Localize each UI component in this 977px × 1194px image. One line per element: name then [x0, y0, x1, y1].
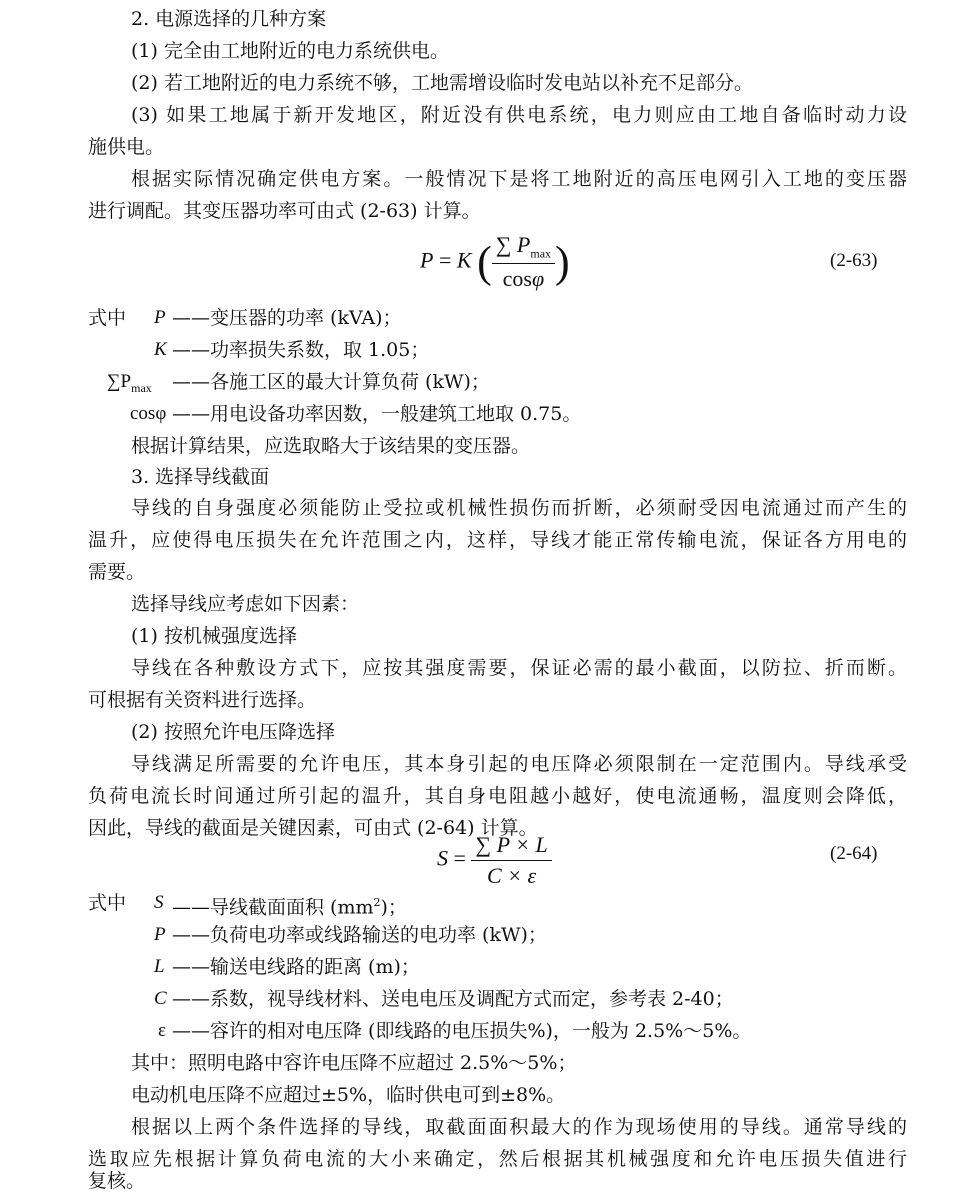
where-2-63-desc-sum-pmax: ——各施工区的最大计算负荷 (kW)；	[172, 371, 490, 393]
factor-1-heading: (1) 按机械强度选择	[131, 625, 297, 647]
where-2-63-desc-p: ——变压器的功率 (kVA)；	[172, 307, 402, 329]
where-2-64-desc-c: ——系数，视导线材料、送电电压及调配方式而定，参考表 2-40；	[172, 988, 734, 1010]
paragraph-conclusion-line-1: 根据以上两个条件选择的导线，取截面面积最大的作为现场使用的导线。通常导线的	[131, 1116, 907, 1138]
factor-2-line-2: 负荷电流长时间通过所引起的温升，其自身电阻越小越好，使电流通畅，温度则会降低，	[88, 785, 907, 807]
paragraph-conclusion-line-3: 复核。	[88, 1170, 146, 1192]
where-2-64-sym-s: S	[154, 892, 164, 913]
where-2-63-desc-k: ——功率损失系数，取 1.05；	[172, 339, 430, 361]
equation-number-2-63: (2-63)	[830, 250, 878, 271]
where-2-63-desc-cosphi: ——用电设备功率因数，一般建筑工地取 0.75。	[172, 403, 582, 425]
formula-2-64-fraction: $\frac{\sum P \times L}{C \times \varepsilon}$	[471, 832, 551, 889]
paragraph-plan-line-2: 进行调配。其变压器功率可由式 (2-63) 计算。	[88, 200, 481, 222]
option-2: (2) 若工地附近的电力系统不够，工地需增设临时发电站以补充不足部分。	[131, 72, 753, 94]
paragraph-motor-drop: 电动机电压降不应超过±5%，临时供电可到±8%。	[131, 1084, 566, 1106]
where-2-64-desc-l: ——输送电线路的距离 (m)；	[172, 956, 420, 978]
factor-2-line-3: 因此，导线的截面是关键因素，可由式 (2-64) 计算。	[88, 817, 538, 839]
section-heading-power-options: 2. 电源选择的几种方案	[131, 8, 327, 30]
paragraph-plan-line-1: 根据实际情况确定供电方案。一般情况下是将工地附近的高压电网引入工地的变压器	[131, 168, 907, 190]
formula-2-63-fraction: $\frac{\sum P_{max}}{\cos\varphi}$	[492, 232, 555, 292]
where-2-64-desc-epsilon: ——容许的相对电压降 (即线路的电压损失%)，一般为 2.5%～5%。	[172, 1020, 752, 1042]
where-2-64-sym-epsilon: ε	[158, 1020, 166, 1041]
paragraph-select-transformer: 根据计算结果，应选取略大于该结果的变压器。	[131, 435, 531, 457]
where-lead-2-64: 式中	[88, 892, 127, 914]
factor-1-line-2: 可根据有关资料进行选择。	[88, 689, 317, 711]
where-2-63-sym-cosphi: cosφ	[130, 403, 167, 424]
paragraph-strength-line-2: 温升，应使得电压损失在允许范围之内，这样，导线才能正常传输电流，保证各方用电的	[88, 529, 907, 551]
factor-1-line-1: 导线在各种敷设方式下，应按其强度需要，保证必需的最小截面，以防拉、折而断。	[131, 657, 907, 679]
where-2-63-sym-sum-pmax: $\sum P_{max}$	[107, 371, 152, 395]
where-2-64-desc-p: ——负荷电功率或线路输送的电功率 (kW)；	[172, 924, 547, 946]
factor-2-line-1: 导线满足所需要的允许电压，其本身引起的电压降必须限制在一定范围内。导线承受	[131, 753, 907, 775]
where-2-63-sym-p: P	[154, 307, 166, 328]
where-2-64-sym-c: C	[154, 988, 167, 1009]
formula-2-64: S = $\frac{\sum P \times L}{C \times \varepsilon}$	[437, 832, 552, 889]
option-3-line-2: 施供电。	[88, 136, 165, 158]
equation-number-2-64: (2-64)	[830, 843, 878, 864]
paragraph-conclusion-line-2: 选取应先根据计算负荷电流的大小来确定，然后根据其机械强度和允许电压损失值进行	[88, 1148, 907, 1170]
paragraph-strength-line-1: 导线的自身强度必须能防止受拉或机械性损伤而折断，必须耐受因电流通过而产生的	[131, 497, 907, 519]
paragraph-strength-line-3: 需要。	[88, 561, 146, 583]
formula-2-63: P = K ( $\frac{\sum P_{max}}{\cos\varphi}$ )	[420, 232, 570, 292]
where-lead-2-63: 式中	[88, 307, 127, 329]
option-1: (1) 完全由工地附近的电力系统供电。	[131, 40, 449, 62]
where-2-64-sym-p: P	[154, 924, 166, 945]
section-heading-conductor: 3. 选择导线截面	[131, 466, 270, 488]
paragraph-factors: 选择导线应考虑如下因素：	[131, 593, 360, 615]
option-3-line-1: (3) 如果工地属于新开发地区，附近没有供电系统，电力则应由工地自备临时动力设	[131, 104, 907, 126]
factor-2-heading: (2) 按照允许电压降选择	[131, 721, 335, 743]
where-2-63-sym-k: K	[154, 339, 167, 360]
where-2-64-sym-l: L	[154, 956, 165, 977]
paragraph-lighting-drop: 其中：照明电路中容许电压降不应超过 2.5%～5%；	[131, 1052, 577, 1074]
where-2-64-desc-s: ——导线截面面积 $(mm^2)$；	[172, 896, 407, 919]
